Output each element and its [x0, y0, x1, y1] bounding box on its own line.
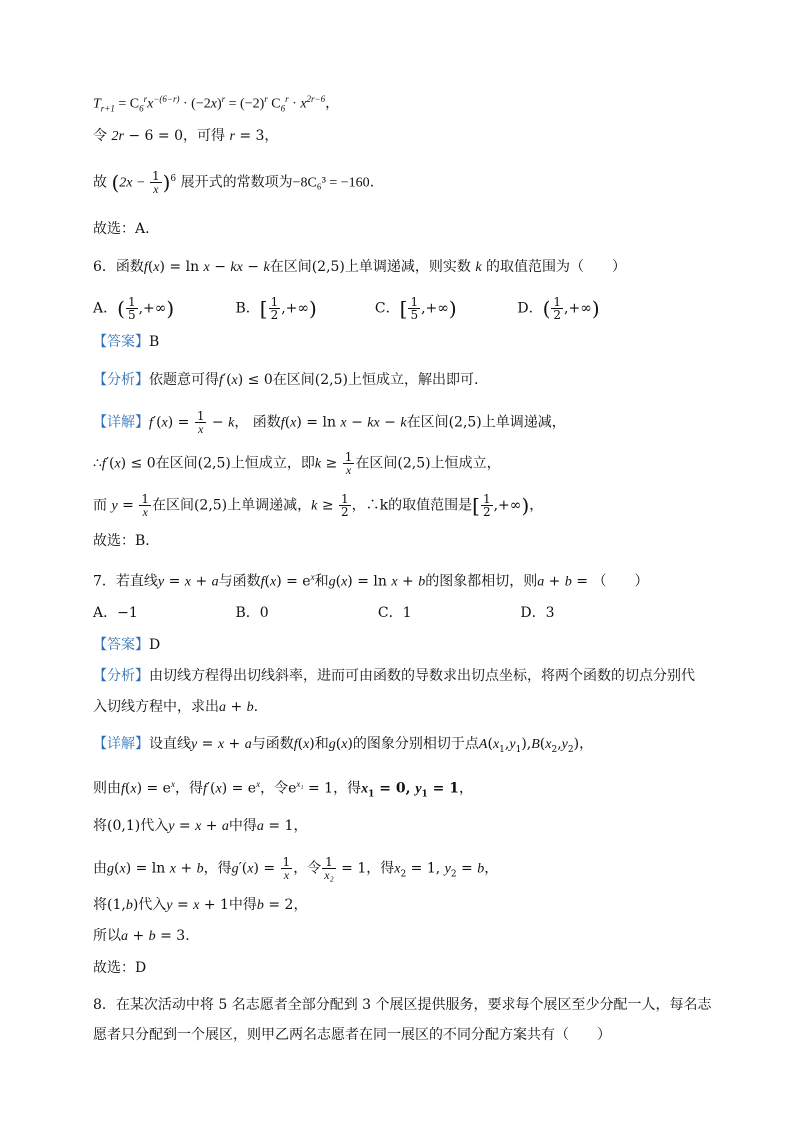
q7-option-b[interactable]: B．0	[235, 605, 269, 621]
question-8-stem-2: 愿者只分配到一个展区，则甲乙两名志愿者在同一展区的不同分配方案共有（ ）	[93, 1027, 611, 1043]
question-6-stem: 6．函数f(x) = ln x − kx − k在区间(2,5)上单调递减，则实数 k 的取值范围为（ ）	[93, 259, 627, 275]
question-8-stem-1: 8．在某次活动中将 5 名志愿者全部分配到 3 个展区提供服务，要求每个展区至少分配一人，每名志	[93, 997, 712, 1013]
question-7-analysis-2: 入切线方程中，求出a + b.	[93, 699, 259, 715]
question-6-detail-1: 【详解】f′(x) = $\frac{1}{x}$ − k， 函数f(x) = ln x − kx − k在区间(2,5)上单调递减，	[93, 409, 566, 436]
solve-r-line: 令 2r − 6 = 0，可得 r = 3，	[93, 128, 279, 144]
question-7-detail-6: 所以a + b = 3.	[93, 928, 190, 944]
question-7-detail-2: 则由$f(x) = e^x$，得$f'(x) = e^x$，令$e^{x_1} = 1$，得$x_1 = 0$, $y_1 = 1$，	[93, 779, 474, 800]
question-7-detail-1: 【详解】设直线y = x + a与函数f(x)和g(x)的图象分别相切于点$A(x_1,y_1),B(x_2,y_2)$，	[93, 736, 594, 755]
answer-choice-prev: 故选：A.	[93, 221, 150, 237]
q7-option-d[interactable]: D．3	[520, 605, 555, 621]
expansion-general-term: $T_{r+1} = C_6^rx^{-(6-r)} \cdot (-2x)^r = (-2)^r$ $C_6^r \cdot x^{2r-6}$，	[93, 94, 340, 114]
question-7-options	[93, 602, 733, 624]
question-6-answer: 【答案】B	[93, 334, 160, 350]
question-6-options	[93, 296, 733, 321]
q6-option-a[interactable]: A．( $\frac{1}{5}$ ,+∞)	[93, 295, 175, 322]
question-6-detail-3: 而 y = $\frac{1}{x}$ 在区间(2,5)上单调递减，k ≥ $\frac{1}{2}$ ，∴k的取值范围是[ $\frac{1}{2}$ ,+∞)，	[93, 492, 544, 519]
question-7-answer: 【答案】D	[93, 637, 161, 653]
question-6-analysis: 【分析】依题意可得f′(x) ≤ 0在区间(2,5)上恒成立，解出即可.	[93, 372, 479, 388]
q6-option-c[interactable]: C．[ $\frac{1}{5}$ ,+∞)	[374, 295, 457, 322]
question-7-detail-4: 由g(x) = ln x + b，得g′(x) = $\frac{1}{x}$ ，令 $\frac{1}{\text{x₂}}$ = 1，得$x_2 = 1$, $y_2 = b$，	[93, 855, 499, 882]
constant-term-line: 故 (2x − $\frac{1}{x}$ )$^6$ 展开式的常数项为−8C₆³ = −160.	[93, 169, 375, 197]
q7-option-a[interactable]: A．−1	[93, 605, 138, 621]
question-7-final: 故选：D	[93, 960, 147, 976]
question-7-detail-5: 将(1,b)代入y = x + 1中得b = 2，	[93, 897, 308, 913]
q7-option-c[interactable]: C．1	[377, 605, 412, 621]
question-7-analysis-1: 【分析】由切线方程得出切线斜率，进而可由函数的导数求出切点坐标，将两个函数的切点分别代	[93, 668, 695, 684]
question-6-final: 故选：B．	[93, 533, 160, 549]
question-7-detail-3: 将(0,1)代入y = x + a中得a = 1，	[93, 818, 308, 834]
q6-option-b[interactable]: B．[ $\frac{1}{2}$ ,+∞)	[235, 295, 317, 322]
q6-option-d[interactable]: D．( $\frac{1}{2}$ ,+∞)	[517, 295, 600, 322]
question-7-stem: 7．若直线y = x + a与函数$f(x) = e^x$和g(x) = ln x + b的图象都相切，则a + b = （ ）	[93, 572, 649, 590]
question-6-detail-2: ∴f′(x) ≤ 0在区间(2,5)上恒成立，即k ≥ $\frac{1}{x}$ 在区间(2,5)上恒成立，	[93, 450, 501, 477]
